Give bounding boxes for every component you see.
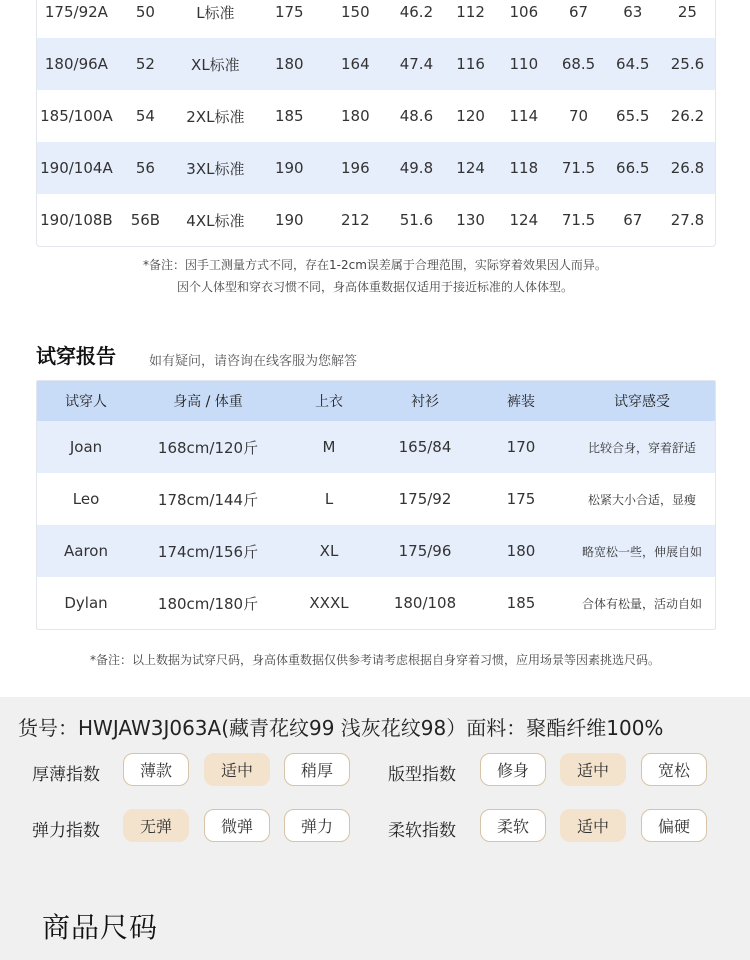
size-row [37, 0, 715, 38]
table-cell: 2XL标准 [186, 107, 245, 126]
report-table [36, 380, 716, 630]
attr-label-fit: 版型指数 [388, 765, 456, 785]
table-cell: 212 [341, 211, 370, 229]
table-cell: 185 [506, 594, 536, 612]
table-cell: Joan [69, 438, 103, 456]
report-subtitle: 如有疑问，请咨询在线客服为您解答 [149, 354, 358, 369]
table-cell: 比较合身，穿着舒适 [587, 440, 696, 455]
table-cell: 116 [456, 55, 485, 73]
table-cell: M [322, 438, 336, 456]
table-cell: 27.8 [670, 211, 705, 229]
table-row [37, 421, 715, 473]
chip-softness-3[interactable]: 偏硬 [641, 809, 707, 842]
table-cell: Aaron [64, 542, 108, 560]
chip-thickness-2[interactable]: 适中 [204, 753, 270, 786]
table-cell: Dylan [64, 594, 108, 612]
table-cell: 124 [456, 159, 485, 177]
table-cell: 190 [274, 211, 304, 229]
table-cell: 67 [623, 211, 643, 229]
table-cell: 4XL标准 [186, 211, 245, 230]
column-header: 上衣 [315, 394, 343, 410]
table-cell: 190 [274, 159, 304, 177]
table-cell: 112 [456, 3, 485, 21]
table-cell: XL标准 [191, 55, 240, 74]
table-cell: 26.8 [670, 159, 705, 177]
table-cell: 178cm/144斤 [157, 490, 259, 509]
table-cell: 180 [341, 107, 370, 125]
chip-fit-1[interactable]: 修身 [480, 753, 546, 786]
column-header: 试穿人 [65, 394, 107, 410]
table-cell: 175 [506, 490, 536, 508]
table-cell: L [324, 490, 334, 508]
table-cell: 47.4 [399, 55, 434, 73]
table-cell: 185/100A [40, 107, 113, 125]
table-cell: 52 [135, 55, 155, 73]
product-code-line: 货号：HWJAW3J063A(藏青花纹99 浅灰花纹98）面料：聚酯纤维100% [18, 716, 664, 740]
table-cell: 180cm/180斤 [157, 594, 259, 613]
table-cell: 164 [341, 55, 370, 73]
chip-thickness-3[interactable]: 稍厚 [284, 753, 350, 786]
size-row [37, 194, 715, 246]
table-cell: 50 [135, 3, 155, 21]
section-heading-size: 商品尺码 [42, 911, 159, 944]
table-cell: 190/104A [40, 159, 113, 177]
table-cell: 49.8 [399, 159, 434, 177]
table-cell: 合体有松量，活动自如 [581, 596, 702, 611]
size-row [37, 142, 715, 194]
table-cell: 106 [509, 3, 539, 21]
table-cell: 175/92A [44, 3, 108, 21]
table-cell: 56 [135, 159, 155, 177]
table-cell: 180 [274, 55, 304, 73]
table-cell: 56B [130, 211, 161, 229]
table-cell: Leo [72, 490, 100, 508]
table-cell: 170 [506, 438, 536, 456]
table-row [37, 473, 715, 525]
product-info-panel [0, 697, 750, 960]
table-cell: 70 [568, 107, 589, 125]
size-table [36, 0, 716, 247]
size-row [37, 38, 715, 90]
table-cell: XL [319, 542, 339, 560]
table-cell: 180 [506, 542, 536, 560]
table-cell: 63 [623, 3, 643, 21]
table-cell: 64.5 [616, 55, 650, 73]
table-cell: 114 [509, 107, 539, 125]
table-cell: 124 [509, 211, 539, 229]
table-cell: 196 [341, 159, 370, 177]
table-cell: 175/96 [398, 542, 452, 560]
table-cell: L标准 [196, 3, 235, 22]
table-cell: 174cm/156斤 [157, 542, 259, 561]
table-cell: 118 [509, 159, 539, 177]
column-header: 裤装 [507, 394, 535, 410]
table-cell: 46.2 [399, 3, 434, 21]
table-cell: 71.5 [561, 211, 596, 229]
column-header: 衬衫 [411, 394, 439, 410]
attr-label-softness: 柔软指数 [388, 821, 456, 841]
table-cell: 松紧大小合适，显瘦 [587, 492, 696, 507]
chip-fit-3[interactable]: 宽松 [641, 753, 707, 786]
table-row [37, 525, 715, 577]
table-header-row [37, 381, 715, 421]
table-cell: 26.2 [670, 107, 705, 125]
chip-elasticity-1[interactable]: 无弹 [123, 809, 189, 842]
table-cell: 68.5 [561, 55, 596, 73]
table-cell: 48.6 [399, 107, 434, 125]
table-cell: 51.6 [399, 211, 434, 229]
table-cell: 175 [274, 3, 304, 21]
column-header: 身高 / 体重 [173, 394, 243, 410]
report-title: 试穿报告 [36, 344, 116, 368]
table-cell: 180/108 [393, 594, 457, 612]
table-cell: 65.5 [616, 107, 650, 125]
table-cell: 120 [456, 107, 485, 125]
table-cell: 66.5 [616, 159, 650, 177]
table-cell: 67 [568, 3, 589, 21]
size-row [37, 90, 715, 142]
table-cell: 150 [341, 3, 370, 21]
chip-softness-2[interactable]: 适中 [560, 809, 626, 842]
table-cell: 54 [135, 107, 155, 125]
table-cell: XXXL [309, 594, 349, 612]
chip-elasticity-2[interactable]: 微弹 [204, 809, 270, 842]
table-cell: 180/96A [44, 55, 108, 73]
report-note: *备注：以上数据为试穿尺码，身高体重数据仅供参考请考虑根据自身穿着习惯，应用场景等因素挑选尺码。 [89, 653, 660, 667]
table-cell: 185 [274, 107, 304, 125]
table-cell: 略宽松一些，伸展自如 [581, 544, 702, 559]
table-cell: 190/108B [40, 211, 113, 229]
size-note-line-2: 因个人体型和穿衣习惯不同，身高体重数据仅适用于接近标准的人体体型。 [176, 280, 573, 294]
attr-label-elasticity: 弹力指数 [32, 821, 100, 841]
attr-label-thickness: 厚薄指数 [32, 765, 100, 785]
table-row [37, 577, 715, 629]
chip-thickness-1[interactable]: 薄款 [123, 753, 189, 786]
table-cell: 175/92 [398, 490, 452, 508]
chip-fit-2[interactable]: 适中 [560, 753, 626, 786]
table-cell: 3XL标准 [186, 159, 245, 178]
table-cell: 71.5 [561, 159, 596, 177]
table-cell: 168cm/120斤 [157, 438, 259, 457]
column-header: 试穿感受 [614, 394, 670, 410]
table-cell: 110 [509, 55, 539, 73]
size-note-line-1: *备注：因手工测量方式不同，存在1-2cm误差属于合理范围，实际穿着效果因人而异。 [143, 258, 607, 272]
table-cell: 25 [677, 3, 697, 21]
chip-elasticity-3[interactable]: 弹力 [284, 809, 350, 842]
table-cell: 165/84 [398, 438, 452, 456]
table-cell: 130 [456, 211, 485, 229]
table-cell: 25.6 [670, 55, 705, 73]
chip-softness-1[interactable]: 柔软 [480, 809, 546, 842]
